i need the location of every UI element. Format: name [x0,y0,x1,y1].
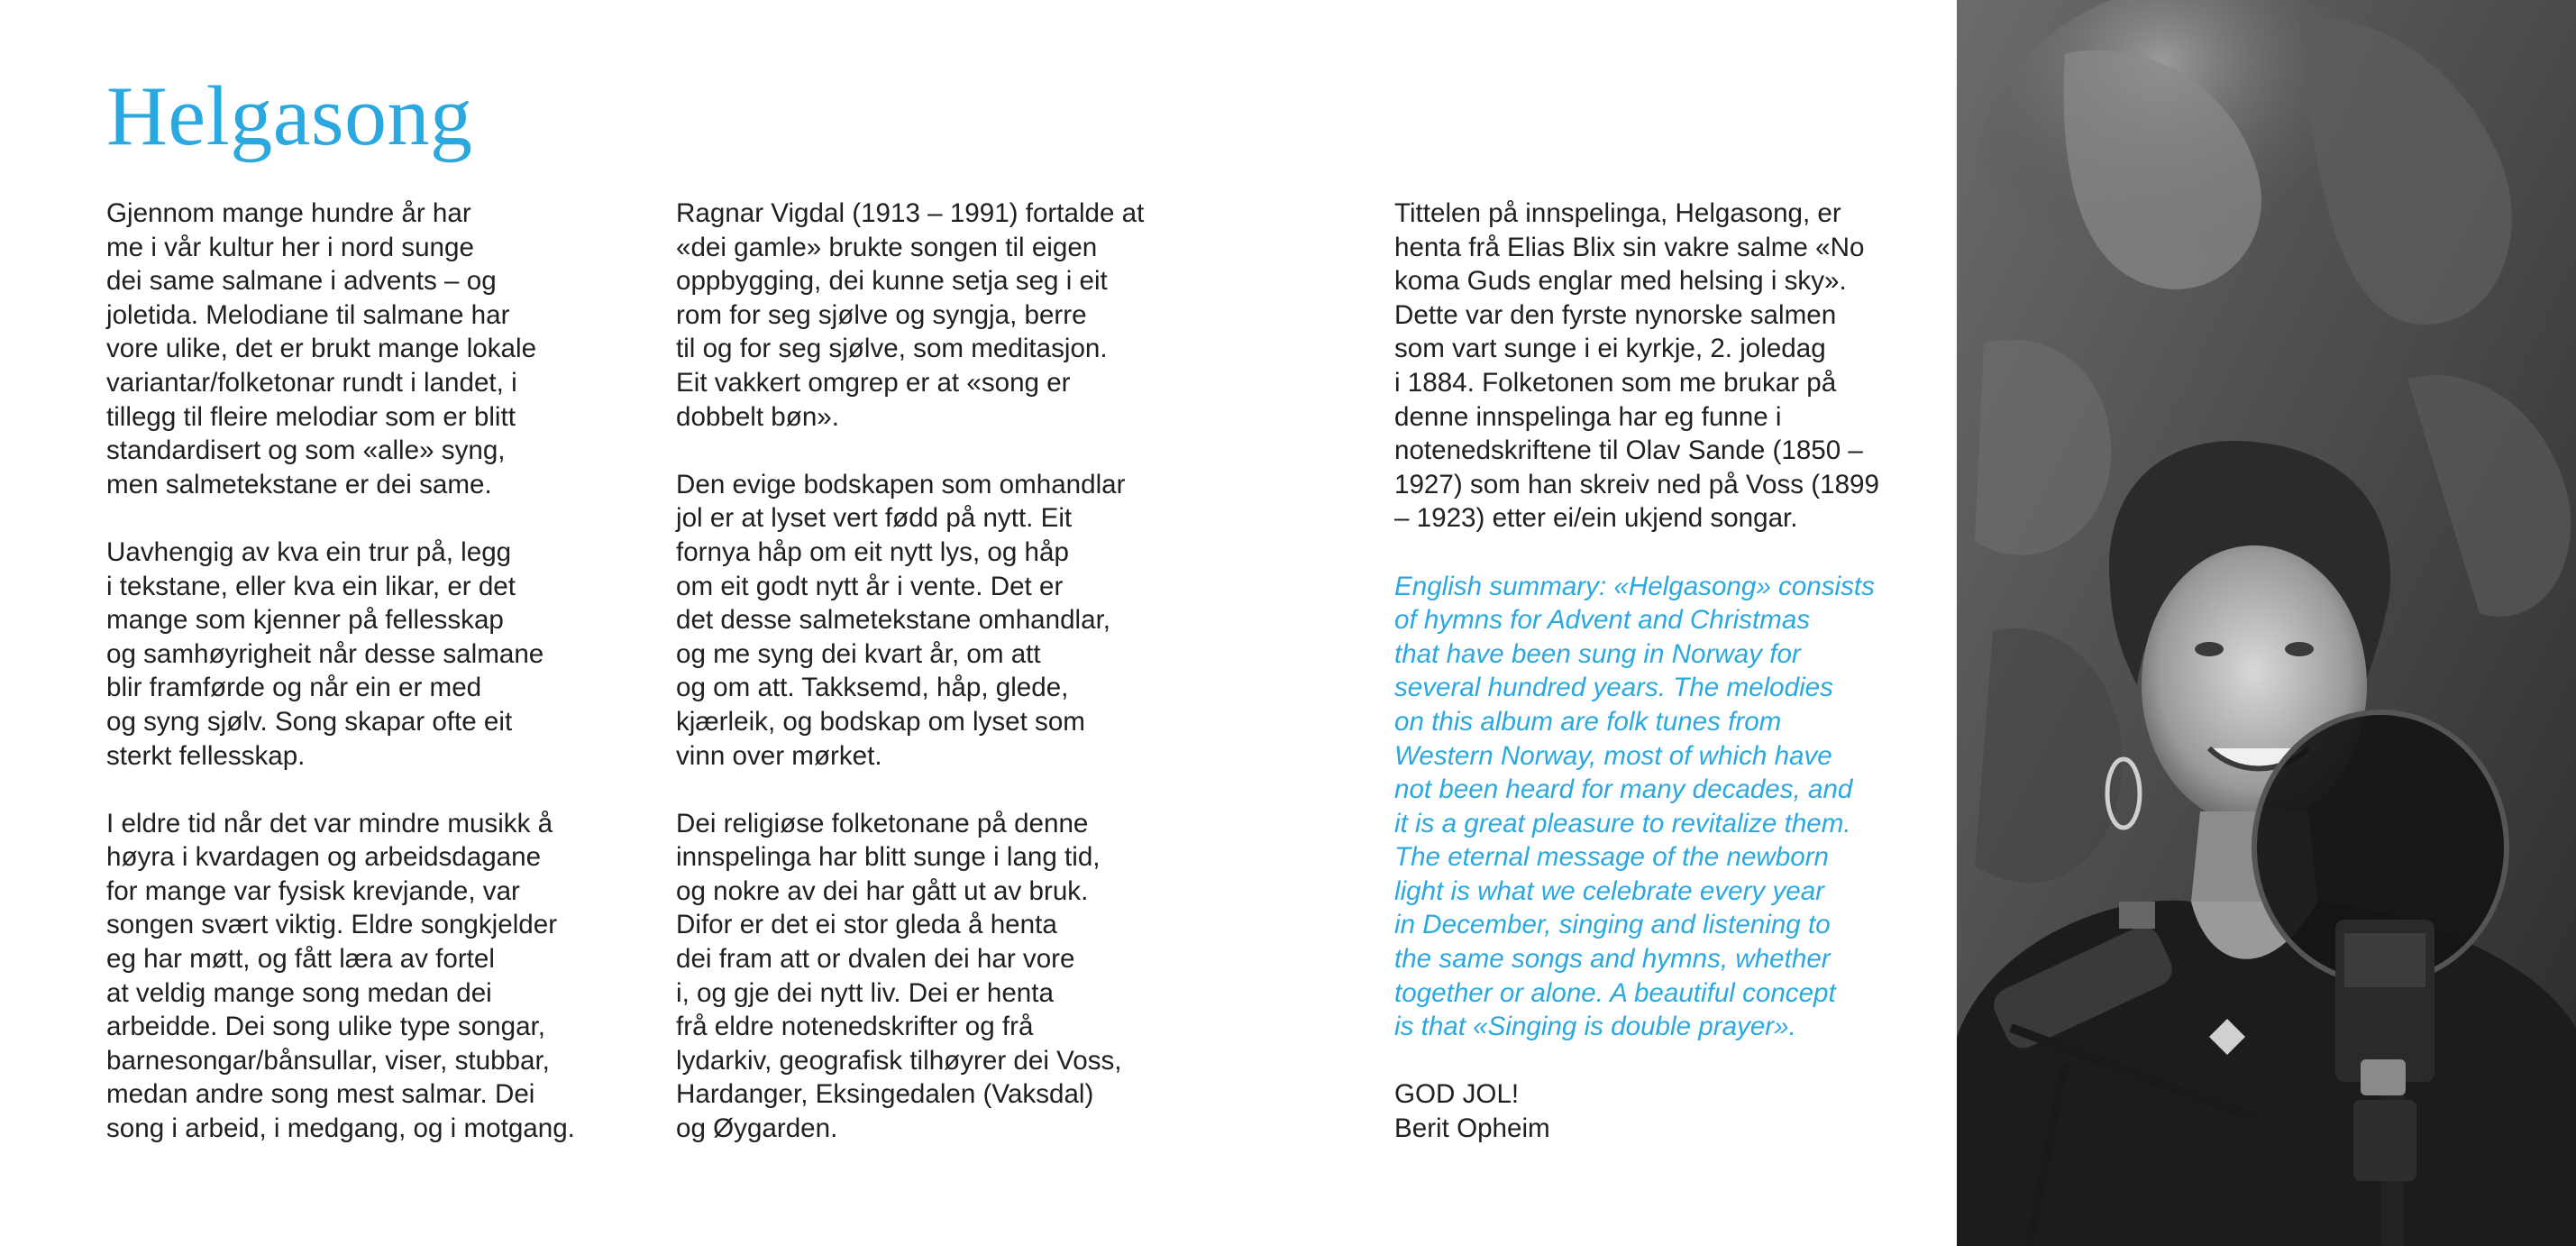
text-column-3 [1394,197,1935,1146]
body-paragraph [106,536,629,773]
english-summary-paragraph [1394,570,1935,1044]
text-line: men salmetekstane er dei same. [106,469,492,499]
text-line: som vart sunge i ei kyrkje, 2. joledag [1394,334,1826,364]
text-line: I eldre tid når det var mindre musikk å [106,808,553,838]
text-line: medan andre song mest salmar. Dei [106,1079,535,1110]
text-line: arbeidde. Dei song ulike type songar, [106,1012,545,1042]
text-line: fornya håp om eit nytt lys, og håp [676,536,1069,567]
text-line: me i vår kultur her i nord sunge [106,232,474,262]
body-paragraph [106,807,629,1146]
text-line: og syng sjølv. Song skapar ofte eit [106,706,513,737]
text-line: Gjennom mange hundre år har [106,198,471,228]
text-line: i 1884. Folketonen som me brukar på [1394,367,1837,398]
text-line: vore ulike, det er brukt mange lokale [106,334,537,364]
text-line: song i arbeid, i medgang, og i motgang. [106,1113,575,1144]
singer-photo [1957,0,2576,1246]
text-line: tillegg til fleire melodiar som er blitt [106,401,516,432]
text-line: blir framførde og når ein er med [106,673,482,703]
text-line: koma Guds englar med helsing i sky». [1394,266,1847,297]
text-line: om eit godt nytt år i vente. Det er [676,571,1064,601]
text-line: Uavhengig av kva ein trur på, legg [106,536,512,567]
text-line: og samhøyrigheit når desse salmane [106,638,544,669]
text-line: frå eldre notenedskrifter og frå [676,1012,1034,1042]
text-line: for mange var fysisk krevjande, var [106,875,520,906]
text-line: og me syng dei kvart år, om att [676,638,1041,669]
text-line: denne innspelinga har eg funne i [1394,401,1782,432]
text-line: of hymns for Advent and Christmas [1394,605,1811,636]
text-line: dobbelt bøn». [676,401,839,432]
text-line: «dei gamle» brukte songen til eigen [676,232,1098,262]
text-line: og nokre av dei har gått ut av bruk. [676,875,1089,906]
page-title: Helgasong [106,69,473,163]
text-line: høyra i kvardagen og arbeidsdagane [106,842,542,873]
text-line: variantar/folketonar rundt i landet, i [106,367,517,398]
text-line: on this album are folk tunes from [1394,706,1782,737]
text-line: – 1923) etter ei/ein ukjend songar. [1394,503,1798,534]
text-line: vinn over mørket. [676,740,882,771]
text-line: dei same salmane i advents – og [106,266,497,297]
text-line: standardisert og som «alle» syng, [106,435,506,466]
text-line: Dei religiøse folketonane på denne [676,808,1089,838]
text-line: 1927) som han skreiv ned på Voss (1899 [1394,469,1879,499]
text-line: Dette var den fyrste nynorske salmen [1394,299,1837,330]
text-line: henta frå Elias Blix sin vakre salme «No [1394,232,1865,262]
text-line: Western Norway, most of which have [1394,740,1832,771]
text-line: it is a great pleasure to revitalize them. [1394,808,1851,838]
body-paragraph [1394,1077,1935,1145]
text-line: i, og gje dei nytt liv. Dei er henta [676,977,1054,1008]
text-line: eg har møtt, og fått læra av fortel [106,944,495,975]
text-line: The eternal message of the newborn [1394,842,1830,873]
body-paragraph [676,468,1208,773]
text-line: og om att. Takksemd, håp, glede, [676,673,1069,703]
body-paragraph [676,197,1208,434]
text-line: Eit vakkert omgrep er at «song er [676,367,1071,398]
text-line: GOD JOL! [1394,1079,1520,1110]
text-line: in December, singing and listening to [1394,910,1831,940]
text-line: barnesongar/bånsullar, viser, stubbar, [106,1045,550,1076]
text-line: mange som kjenner på fellesskap [106,605,504,636]
text-line: the same songs and hymns, whether [1394,944,1831,975]
body-paragraph [1394,197,1935,536]
text-line: og Øygarden. [676,1113,838,1144]
text-column-1 [106,197,629,1146]
text-line: together or alone. A beautiful concept [1394,977,1836,1008]
text-line: sterkt fellesskap. [106,740,306,771]
text-line: English summary: «Helgasong» consists [1394,571,1875,601]
text-line: i tekstane, eller kva ein likar, er det [106,571,516,601]
text-line: innspelinga har blitt sunge i lang tid, [676,842,1101,873]
text-line: Berit Opheim [1394,1113,1550,1144]
text-line: til og for seg sjølve, som meditasjon. [676,334,1108,364]
text-column-2 [676,197,1208,1146]
text-line: dei fram att or dvalen dei har vore [676,944,1075,975]
text-line: oppbygging, dei kunne setja seg i eit [676,266,1108,297]
text-line: jol er at lyset vert fødd på nytt. Eit [676,503,1073,534]
text-line: Difor er det ei stor gleda å henta [676,910,1057,940]
text-line: kjærleik, og bodskap om lyset som [676,706,1085,737]
text-line: is that «Singing is double prayer». [1394,1012,1796,1042]
text-line: not been heard for many decades, and [1394,774,1853,805]
body-paragraph [676,807,1208,1146]
text-line: light is what we celebrate every year [1394,875,1825,906]
text-line: lydarkiv, geografisk tilhøyrer dei Voss, [676,1045,1122,1076]
text-line: several hundred years. The melodies [1394,673,1833,703]
text-line: Den evige bodskapen som omhandlar [676,469,1126,499]
text-line: Hardanger, Eksingedalen (Vaksdal) [676,1079,1094,1110]
text-line: songen svært viktig. Eldre songkjelder [106,910,558,940]
text-line: rom for seg sjølve og syngja, berre [676,299,1087,330]
text-line: joletida. Melodiane til salmane har [106,299,510,330]
text-line: det desse salmetekstane omhandlar, [676,605,1111,636]
text-line: Tittelen på innspelinga, Helgasong, er [1394,198,1841,228]
text-line: at veldig mange song medan dei [106,977,492,1008]
text-line: that have been sung in Norway for [1394,638,1801,669]
text-line: notenedskriftene til Olav Sande (1850 – [1394,435,1863,466]
body-paragraph [106,197,629,501]
text-line: Ragnar Vigdal (1913 – 1991) fortalde at [676,198,1145,228]
